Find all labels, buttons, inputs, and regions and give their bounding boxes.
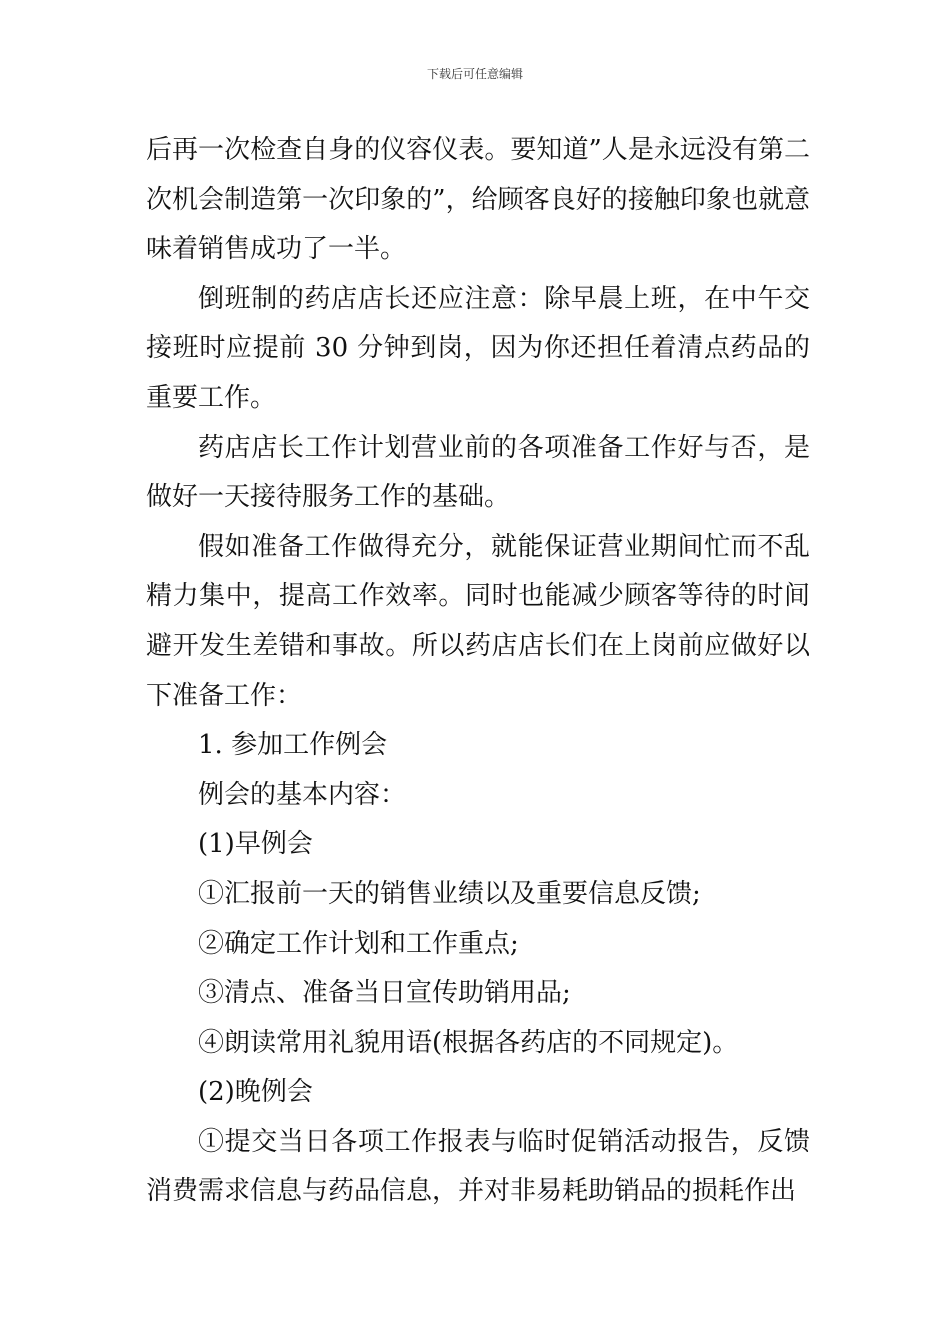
list-item: ②确定工作计划和工作重点; bbox=[198, 928, 519, 959]
list-item: ①汇报前一天的销售业绩以及重要信息反馈; bbox=[198, 878, 701, 909]
list-item-subheading: 例会的基本内容： bbox=[198, 779, 407, 810]
list-item-morning-meeting: (1)早例会 bbox=[198, 829, 313, 860]
list-item: ③清点、准备当日宣传助销用品; bbox=[198, 978, 571, 1009]
list-item: ④朗读常用礼貌用语(根据各药店的不同规定)。 bbox=[198, 1027, 739, 1058]
page-header-note: 下载后可任意编辑 bbox=[426, 67, 523, 81]
list-item-evening-meeting: (2)晚例会 bbox=[198, 1077, 313, 1108]
paragraph-preparation-benefit: 假如准备工作做得充分，就能保证营业期间忙而不乱精力集中，提高工作效率。同时也能减少顾客等待的时间避开发生差错和事故。所以药店店长们在上岗前应做好以下准备工作： bbox=[146, 531, 810, 711]
document-body bbox=[146, 126, 810, 1217]
list-item: ①提交当日各项工作报表与临时促销活动报告，反馈消费需求信息与药品信息，并对非易耗助销品的损耗作出 bbox=[146, 1126, 810, 1207]
paragraph-continuation: 后再一次检查自身的仪容仪表。要知道”人是永远没有第二次机会制造第一次印象的”，给顾客良好的接触印象也就意味着销售成功了一半。 bbox=[146, 135, 810, 265]
paragraph-shift-duty: 倒班制的药店店长还应注意：除早晨上班，在中午交接班时应提前 30 分钟到岗，因为你还担任着清点药品的重要工作。 bbox=[146, 283, 810, 413]
list-item-heading: 1. 参加工作例会 bbox=[198, 730, 388, 761]
paragraph-preparation-basis: 药店店长工作计划营业前的各项准备工作好与否，是做好一天接待服务工作的基础。 bbox=[146, 432, 810, 513]
